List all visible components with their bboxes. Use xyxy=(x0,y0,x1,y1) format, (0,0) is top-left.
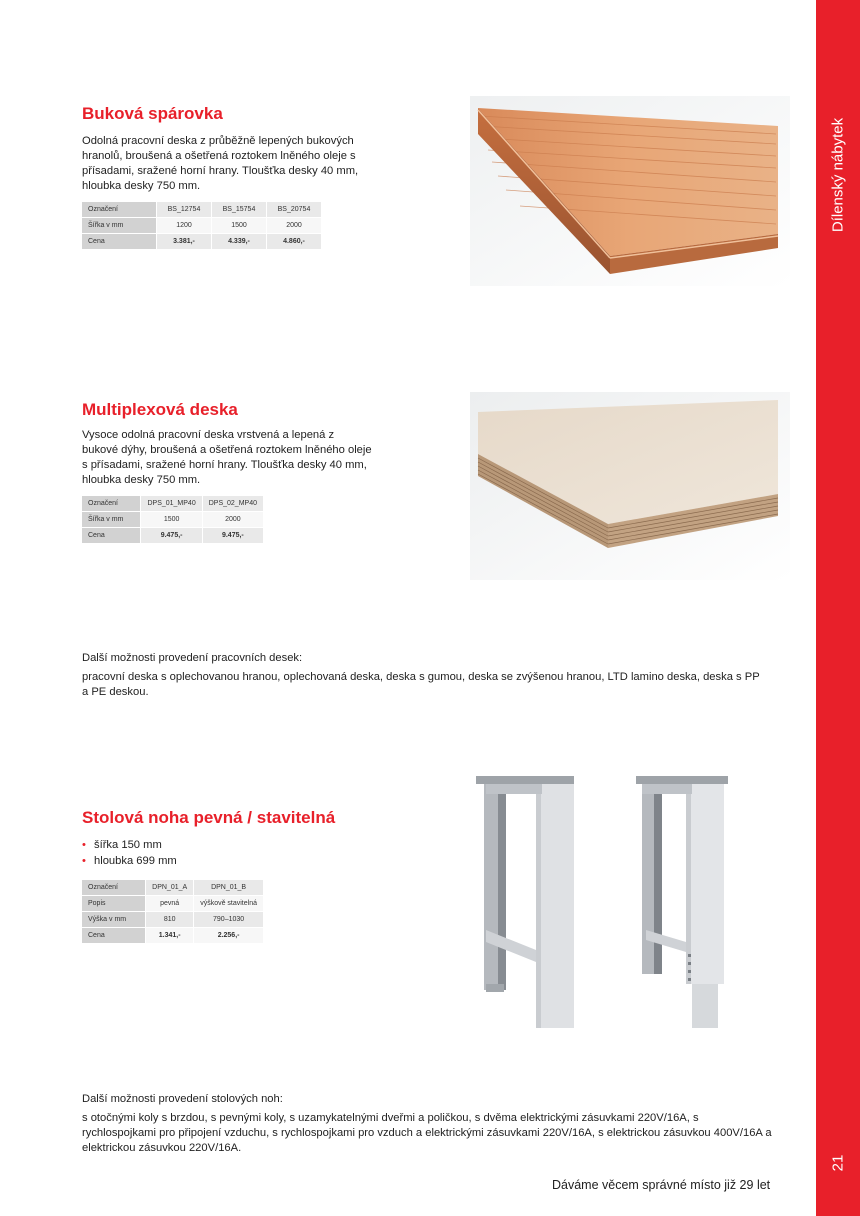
table-cell: 1200 xyxy=(157,218,212,234)
table-cell: 810 xyxy=(146,912,194,928)
page-number: 21 xyxy=(829,1154,847,1172)
table-row xyxy=(82,912,264,928)
options-heading-legs: Další možnosti provedení stolových noh: xyxy=(82,1093,283,1105)
spec-bullet-list xyxy=(82,837,177,869)
section-title-stolova-noha: Stolová noha pevná / stavitelná xyxy=(82,808,336,827)
table-cell-label: Označení xyxy=(82,202,157,218)
section-title-multiplexova-deska: Multiplexová deska xyxy=(82,400,238,419)
footer-slogan: Dáváme věcem správné místo již 29 let xyxy=(552,1178,771,1192)
table-cell: 1.341,- xyxy=(146,928,194,944)
section-title-bukova-sparovka: Buková spárovka xyxy=(82,104,223,123)
table-cell: výškově stavitelná xyxy=(194,896,264,912)
table-row xyxy=(82,528,264,544)
table-cell-label: Popis xyxy=(82,896,146,912)
table-cell: 2000 xyxy=(267,218,322,234)
table-cell: BS_15754 xyxy=(212,202,267,218)
section-description: Vysoce odolná pracovní deska vrstvená a lepená z bukové dýhy, broušená a ošetřená roztokem lněného oleje s přísadami, sražené horní hrany. Tloušťka desky 40 mm, hloubka desky 750 mm. xyxy=(82,429,372,486)
options-heading-worktops: Další možnosti provedení pracovních desek: xyxy=(82,652,303,664)
table-cell: 790–1030 xyxy=(194,912,264,928)
table-cell: 4.339,- xyxy=(212,234,267,250)
beech-worktop-image xyxy=(470,96,790,286)
table-cell: pevná xyxy=(146,896,194,912)
table-cell: 1500 xyxy=(141,512,202,528)
table-cell-label: Cena xyxy=(82,928,146,944)
table-cell: 9.475,- xyxy=(141,528,202,544)
table-row xyxy=(82,880,264,896)
table-row xyxy=(82,512,264,528)
table-row xyxy=(82,496,264,512)
table-row xyxy=(82,202,322,218)
table-cell: DPN_01_B xyxy=(194,880,264,896)
table-legs-image xyxy=(470,770,740,1032)
options-text-legs: s otočnými koly s brzdou, s pevnými koly, s uzamykatelnými dveřmi a poličkou, s dvěma elektrickými zásuvkami 220V/16A, s rychlospojkami pro připojení vzduchu, s rychlospojkami pro vzduch a elektrickými zásuvkami 220V/16A, s elektrickou zásuvkou 400V/16A a elektrickou zásuvkou 220V/16A. xyxy=(82,1112,772,1154)
table-cell: 4.860,- xyxy=(267,234,322,250)
table-cell: 9.475,- xyxy=(202,528,263,544)
table-cell: 2000 xyxy=(202,512,263,528)
table-cell: DPS_01_MP40 xyxy=(141,496,202,512)
fixed-leg-illustration xyxy=(476,776,574,1028)
table-cell: BS_12754 xyxy=(157,202,212,218)
table-cell-label: Cena xyxy=(82,528,141,544)
section-description: Odolná pracovní deska z průběžně lepených bukových hranolů, broušená a ošetřená roztokem lněného oleje s přísadami, sražené horní hrany. Tloušťka desky 40 mm, hloubka desky 750 mm. xyxy=(82,135,359,192)
spec-table-bukova xyxy=(82,202,322,250)
table-row xyxy=(82,896,264,912)
table-cell: 2.256,- xyxy=(194,928,264,944)
table-cell: 1500 xyxy=(212,218,267,234)
table-cell: DPS_02_MP40 xyxy=(202,496,263,512)
table-cell: BS_20754 xyxy=(267,202,322,218)
table-cell: 3.381,- xyxy=(157,234,212,250)
sidebar-title: Dílenský nábytek xyxy=(829,117,847,233)
table-cell-label: Šířka v mm xyxy=(82,218,157,234)
table-cell-label: Cena xyxy=(82,234,157,250)
table-cell-label: Výška v mm xyxy=(82,912,146,928)
table-cell-label: Označení xyxy=(82,880,146,896)
multiplex-worktop-image xyxy=(470,392,790,580)
table-row xyxy=(82,928,264,944)
spec-table-legs xyxy=(82,880,264,944)
table-cell: DPN_01_A xyxy=(146,880,194,896)
table-row xyxy=(82,234,322,250)
spec-table-multiplex xyxy=(82,496,264,544)
table-cell-label: Označení xyxy=(82,496,141,512)
table-cell-label: Šířka v mm xyxy=(82,512,141,528)
table-row xyxy=(82,218,322,234)
list-item: • hloubka 699 mm xyxy=(82,853,177,869)
adjustable-leg-illustration xyxy=(636,776,728,1028)
list-item: • šířka 150 mm xyxy=(82,837,177,853)
options-text-worktops: pracovní deska s oplechovanou hranou, oplechovaná deska, deska s gumou, deska se zvýšenou hranou, LTD lamino deska, deska s PP a PE deskou. xyxy=(82,671,760,698)
